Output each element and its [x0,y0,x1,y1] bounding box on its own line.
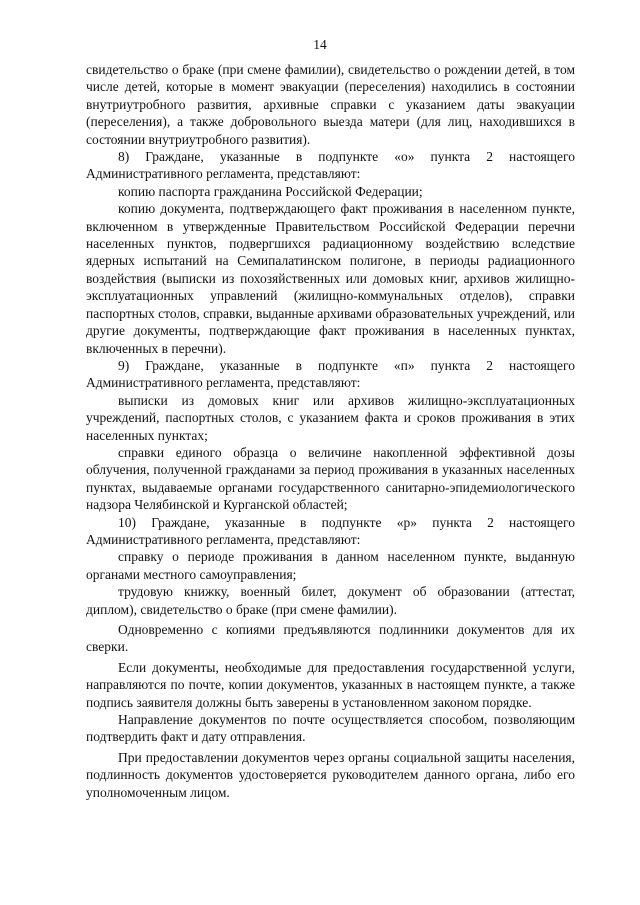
paragraph-mail-delivery: Направление документов по почте осуществляется способом, позволяющим подтвердить факт и дату отправления. [86,712,575,745]
paragraph-passport-copy: копию паспорта гражданина Российской Федерации; [118,183,423,199]
paragraph-originals: Одновременно с копиями предъявляются подлинники документов для их сверки. [86,622,575,655]
paragraph-house-book-extracts: выписки из домовых книг или архивов жилищно-эксплуатационных учреждений, паспортных столов, с указанием факта и сроков проживания в этих населенных пунктах; [86,392,575,443]
paragraph-mail-submission: Если документы, необходимые для предоставления государственной услуги, направляются по почте, копии документов, указанных в настоящем пункте, а также подпись заявителя должны быть заверены в установленном законом порядке. [86,659,575,710]
paragraph-item-10: 10) Граждане, указанные в подпункте «р» пункта 2 настоящего Административного регламента, представляют: [86,514,575,547]
paragraph-social-protection: При предоставлении документов через органы социальной защиты населения, подлинность документов удостоверяется руководителем данного органа, либо его уполномоченным лицом. [86,749,575,800]
paragraph-continuation: свидетельство о браке (при смене фамилии), свидетельство о рождении детей, в том числе детей, которые в момент эвакуации (переселения) находились в состоянии внутриутробного развития, архивные справки с указанием даты эвакуации (переселения), а также добровольного выезда матери (для лиц, находившихся в состоянии внутриутробного развития). [86,62,575,147]
paragraph-item-8: 8) Граждане, указанные в подпункте «о» пункта 2 настоящего Административного регламента, представляют: [86,149,575,182]
document-body [86,61,575,801]
paragraph-dose-certificate: справки единого образца о величине накопленной эффективной дозы облучения, полученной гражданами за период проживания в указанных населенных пунктах, выдаваемые органами государственного санитарно-эпидемиологического надзора Челябинской и Курганской областей; [86,444,575,513]
paragraph-residence-certificate: справку о периоде проживания в данном населенном пункте, выданную органами местного самоуправления; [86,549,575,582]
paragraph-work-record-book: трудовую книжку, военный билет, документ об образовании (аттестат, диплом), свидетельство о браке (при смене фамилии). [86,584,575,617]
page-number: 14 [313,37,327,52]
paragraph-item-9: 9) Граждане, указанные в подпункте «п» пункта 2 настоящего Административного регламента, представляют: [86,357,575,391]
paragraph-residence-proof: копию документа, подтверждающего факт проживания в населенном пункте, включенном в утвержденные Правительством Российской Федерации перечни населенных пунктов, подвергшихся радиационному воздействию вследствие ядерных испытаний на Семипалатинском полигоне, в периоды радиационного воздействия (выписки из похозяйственных или домовых книг, архивов жилищно-эксплуатационных управлений (жилищно-коммунальных отделов), справки паспортных столов, справки, выданные архивами образовательных учреждений, или другие документы, подтверждающие факт проживания в населенных пунктах, включенных в перечни). [86,201,575,356]
